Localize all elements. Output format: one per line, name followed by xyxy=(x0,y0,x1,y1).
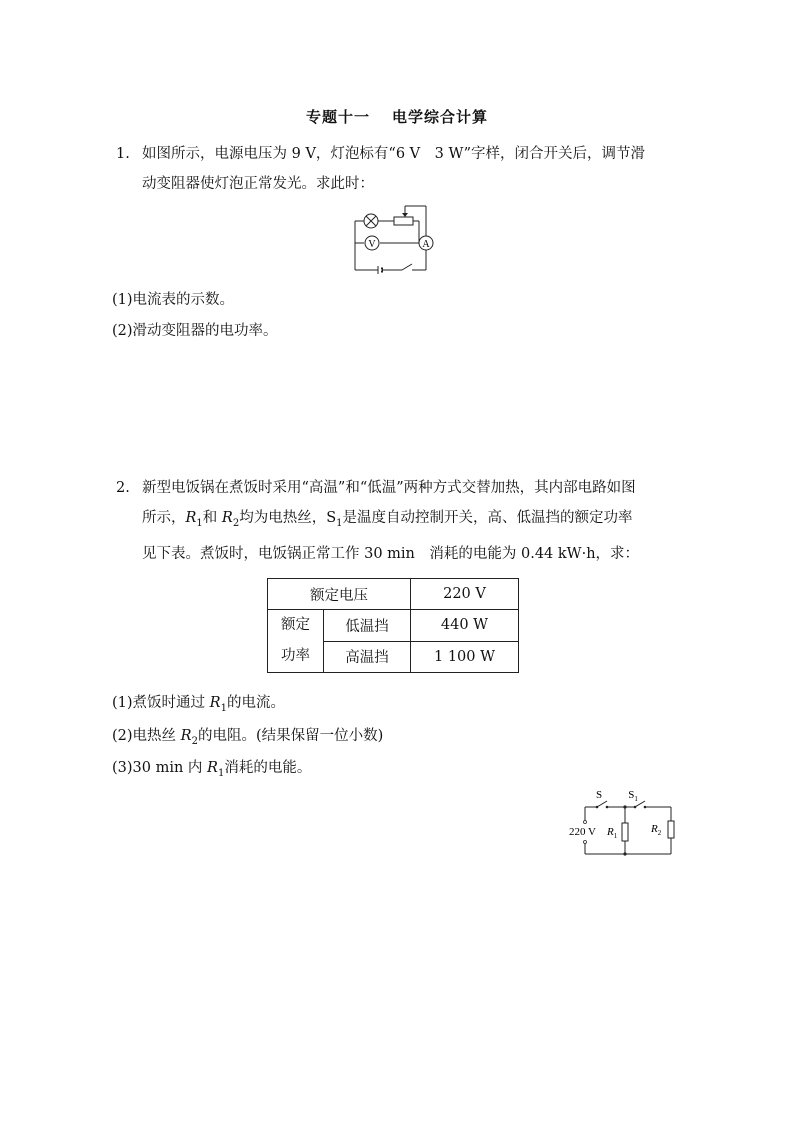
question-text-line: 见下表。煮饭时，电饭锅正常工作 30 min 消耗的电能为 0.44 kW·h，求： xyxy=(142,545,640,562)
question-text-line: 所示，$R_1$和 $R_2$均为电热丝，$S_1$是温度自动控制开关，高、低温挡的额定功率 xyxy=(142,510,633,529)
question-1 xyxy=(116,139,692,199)
lamp-icon xyxy=(364,214,378,228)
question-text-line: 动变阻器使灯泡正常发光。求此时： xyxy=(142,176,374,192)
question-2-part-3: (3)30 min 内 $R_1$消耗的电能。 xyxy=(112,760,312,779)
ammeter-icon xyxy=(419,236,433,250)
question-text-line: 新型电饭锅在煮饭时采用“高温”和“低温”两种方式交替加热，其内部电路如图 xyxy=(142,480,636,496)
question-1-part-2: (2)滑动变阻器的电功率。 xyxy=(112,323,278,339)
table-cell: 1 100 W xyxy=(411,641,519,673)
question-number: 2. xyxy=(116,480,130,496)
question-2 xyxy=(116,473,692,569)
ammeter-label: A xyxy=(422,239,430,250)
table-cell: 高温挡 xyxy=(324,641,411,673)
r1-label: $R_1$ xyxy=(607,826,618,840)
table-cell: 额定电压 xyxy=(268,579,411,610)
switch-s1-label: $S_1$ xyxy=(628,789,638,803)
question-2-part-1: (1)煮饭时通过 $R_1$的电流。 xyxy=(112,695,285,714)
resistor-r1-icon xyxy=(622,823,628,841)
table-cell: 额定 功率 xyxy=(268,610,324,673)
page-title xyxy=(0,106,794,127)
voltmeter-icon xyxy=(365,236,379,250)
table-cell: 220 V xyxy=(411,579,519,610)
switch-s-label: S xyxy=(595,789,603,801)
table-row xyxy=(268,610,519,642)
question-1-part-1: (1)电流表的示数。 xyxy=(112,292,235,308)
question-text-line: 如图所示，电源电压为 9 V，灯泡标有“6 V 3 W”字样，闭合开关后，调节滑 xyxy=(142,146,646,162)
battery-icon xyxy=(378,266,382,274)
question-number: 1. xyxy=(116,146,130,162)
voltage-label: 220 V xyxy=(569,826,596,838)
title-subject: 电学综合计算 xyxy=(392,108,489,126)
table-row xyxy=(268,579,519,610)
question-2-part-2: (2)电热丝 $R_2$的电阻。(结果保留一位小数) xyxy=(112,728,384,747)
title-topic: 专题十一 xyxy=(305,108,370,126)
resistor-r2-icon xyxy=(668,821,674,838)
table-cell: 440 W xyxy=(411,610,519,642)
table-cell: 低温挡 xyxy=(324,610,411,642)
circuit-diagram-lamp xyxy=(350,200,440,275)
rating-table xyxy=(267,578,519,673)
circuit-diagram-rice-cooker xyxy=(565,790,680,860)
voltmeter-label: V xyxy=(368,239,376,250)
r2-label: $R_2$ xyxy=(651,823,662,837)
